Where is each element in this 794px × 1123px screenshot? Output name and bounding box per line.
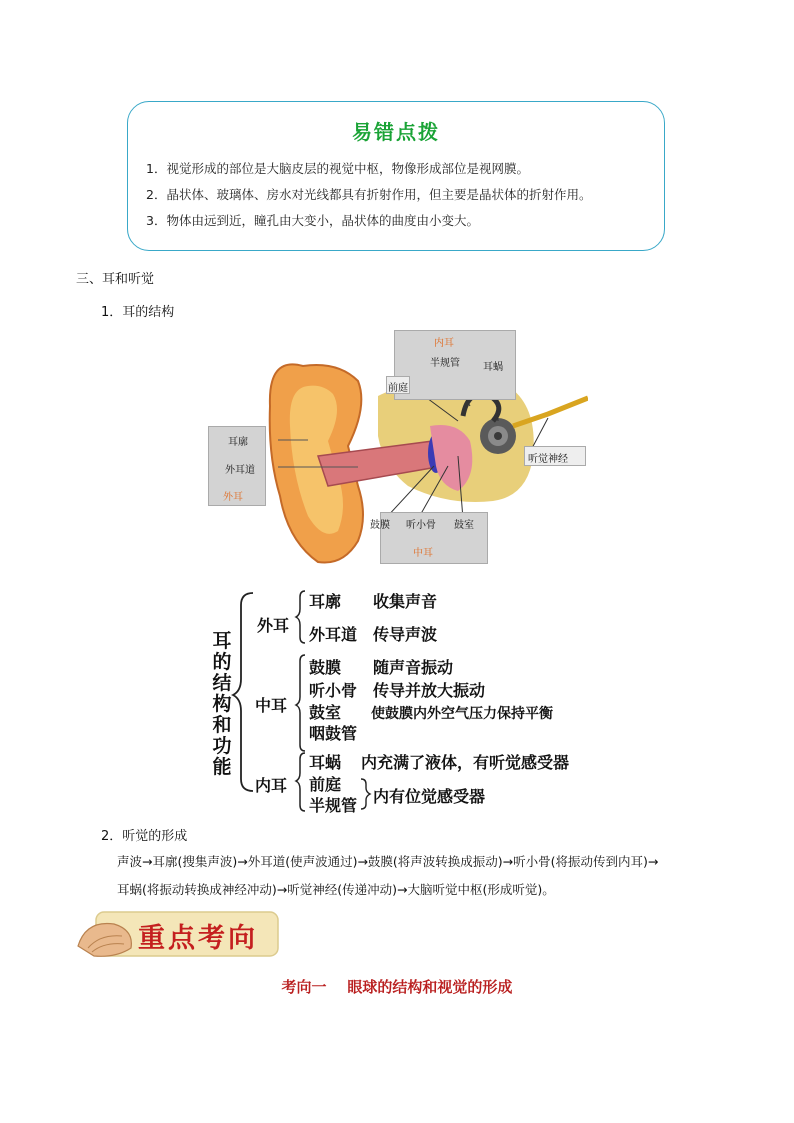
cochlea-term: 耳蜗 (309, 753, 342, 772)
subsection-ear-structure: 1．耳的结构 (101, 305, 175, 320)
auricle-term: 耳廓 (309, 592, 342, 611)
ossicles-label: 听小骨 (406, 520, 436, 531)
semicircular-label: 半规管 (430, 358, 460, 369)
eustachian-term: 咽鼓管 (309, 724, 358, 743)
ossicles-term: 听小骨 (309, 681, 358, 700)
outer-ear-label: 外耳 (223, 492, 243, 503)
section-heading: 三、耳和听觉 (76, 272, 155, 287)
vertical-title: 耳 的 结 构 和 功 能 (212, 630, 232, 778)
middle-ear-label: 中耳 (413, 548, 433, 559)
outer-ear-title: 外耳 (257, 616, 290, 635)
tympanic-label: 鼓室 (454, 520, 474, 531)
auricle-label: 耳廓 (228, 437, 248, 448)
key-points-banner (76, 906, 281, 962)
canal-function: 传导声波 (373, 625, 438, 644)
tip-box (127, 101, 665, 251)
eardrum-label: 鼓膜 (370, 520, 390, 531)
cochlea-label: 耳蜗 (483, 362, 503, 373)
subsection-hearing: 2．听觉的形成 (101, 829, 188, 844)
ear-structure-diagram (205, 583, 605, 815)
ossicles-function: 传导并放大振动 (373, 681, 486, 700)
ear-anatomy-figure (208, 326, 588, 568)
cochlea-function: 内充满了液体，有听觉感受器 (361, 753, 570, 772)
banner-title: 重点考向 (138, 923, 258, 954)
eardrum-term: 鼓膜 (309, 658, 342, 677)
middle-ear-title: 中耳 (255, 696, 288, 715)
section-title: 考向一 眼球的结构和视觉的形成 (281, 978, 513, 996)
balance-function: 内有位觉感受器 (373, 787, 486, 806)
hearing-line-1: 声波→耳廓(搜集声波)→外耳道(使声波通过)→鼓膜(将声波转换成振动)→听小骨(将振动传到内耳)→ (117, 854, 659, 869)
inner-ear-label: 内耳 (434, 338, 454, 349)
tympanic-function: 使鼓膜内外空气压力保持平衡 (371, 706, 553, 722)
eardrum-function: 随声音振动 (373, 658, 454, 677)
nerve-label: 听觉神经 (528, 454, 568, 465)
ear-canal-label: 外耳道 (225, 465, 255, 476)
tip-title: 易错点拨 (352, 120, 440, 144)
vestibule-term: 前庭 (309, 775, 342, 794)
inner-ear-title: 内耳 (255, 776, 288, 795)
auricle-function: 收集声音 (373, 592, 438, 611)
semicircular-term: 半规管 (309, 796, 358, 815)
tip-item: 3．物体由远到近，瞳孔由大变小，晶状体的曲度由小变大。 (146, 213, 479, 228)
tympanic-term: 鼓室 (309, 703, 342, 722)
tip-item: 2．晶状体、玻璃体、房水对光线都具有折射作用，但主要是晶状体的折射作用。 (146, 187, 592, 202)
shell-icon (78, 923, 131, 956)
hearing-line-2: 耳蜗(将振动转换成神经冲动)→听觉神经(传递冲动)→大脑听觉中枢(形成听觉)。 (117, 882, 555, 897)
tip-item: 1．视觉形成的部位是大脑皮层的视觉中枢，物像形成部位是视网膜。 (146, 161, 529, 176)
vestibule-label: 前庭 (388, 383, 408, 394)
canal-term: 外耳道 (309, 625, 358, 644)
